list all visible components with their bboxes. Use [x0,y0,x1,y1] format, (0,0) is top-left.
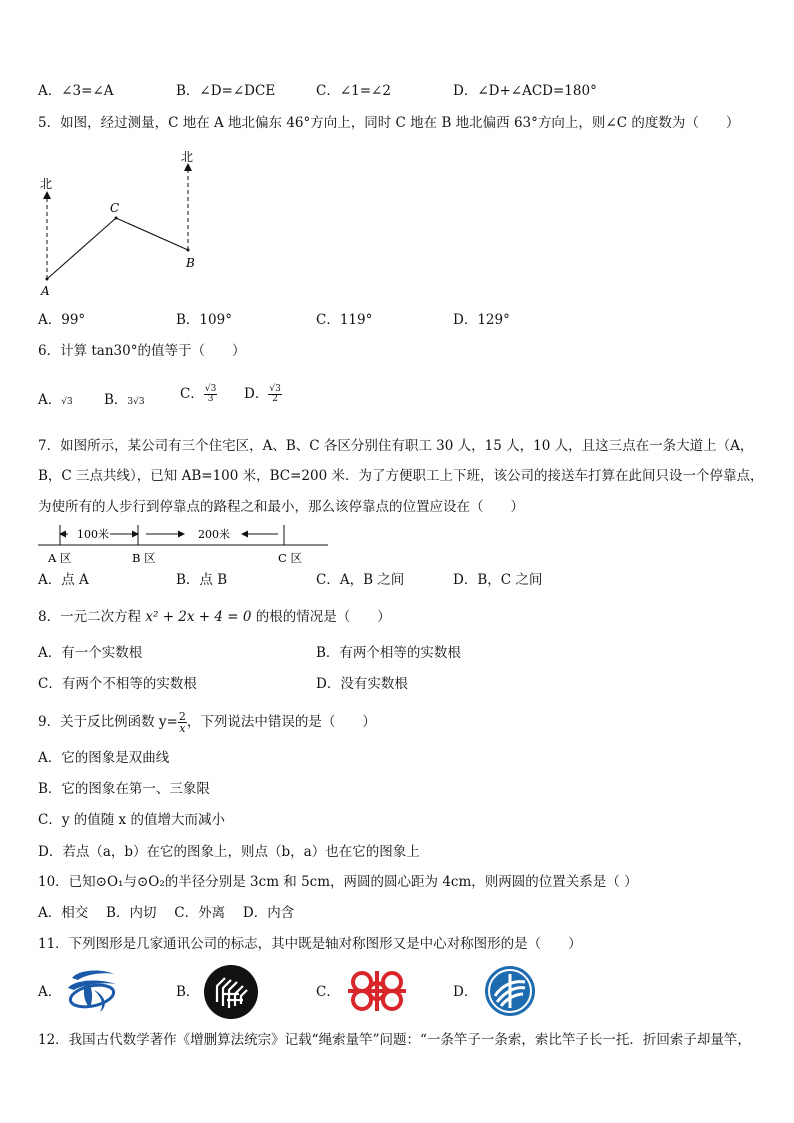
q5-option-b: B．109° [176,312,232,328]
q8-stem: 8．一元二次方程 x² + 2x + 4 = 0 的根的情况是（ ） [38,609,391,625]
q11-option-b: B． [176,984,200,1000]
q7-stem-line1: 7．如图所示，某公司有三个住宅区，A、B、C 各区分别住有职工 30 人，15 人，10 人，且这三点在一条大道上（A， [38,438,754,454]
q5-figure [34,145,214,300]
q11-stem: 11．下列图形是几家通讯公司的标志，其中既是轴对称图形又是中心对称图形的是（ ） [38,936,582,952]
q7-option-c: C．A，B 之间 [316,572,405,588]
q8-option-d: D．没有实数根 [316,676,408,692]
q4-option-a: A．∠3=∠A [38,83,114,99]
zone-b-label: B 区 [132,551,156,565]
telecom-logo-icon [64,966,120,1014]
q11-option-a: A． [38,984,62,1000]
q6-option-b: B．3√3 [104,392,145,408]
q6-option-d: D． $\frac{√3}{2}$ [244,384,281,404]
q8-equation: x² + 2x + 4 = 0 [145,609,252,625]
point-c-label: C [110,201,120,215]
q9-option-d: D．若点（a，b）在它的图象上，则点（b，a）也在它的图象上 [38,844,420,860]
q5-option-d: D．129° [453,312,510,328]
q6-option-c: C． $\frac{√3}{3}$ [180,384,217,404]
distance-ab: 100米 [77,528,109,541]
q4-option-d: D．∠D+∠ACD=180° [453,83,597,99]
point-a-label: A [41,284,50,298]
q7-option-b: B．点 B [176,572,228,588]
q9-option-a: A．它的图象是双曲线 [38,750,170,766]
q9-option-c: C．y 的值随 x 的值增大而减小 [38,812,225,828]
q5-stem: 5．如图，经过测量，C 地在 A 地北偏东 46°方向上，同时 C 地在 B 地北偏西 63°方向上，则∠C 的度数为（ ） [38,115,740,131]
q7-option-d: D．B，C 之间 [453,572,543,588]
q6-stem: 6．计算 tan30°的值等于（ ） [38,343,246,359]
q7-figure [38,520,338,570]
north-label-a: 北 [40,177,53,191]
q8-option-c: C．有两个不相等的实数根 [38,676,197,692]
q8-option-b: B．有两个相等的实数根 [316,645,461,661]
q7-stem-line2: B，C 三点共线），已知 AB=100 米，BC=200 米．为了方便职工上下班，该公司的接送车打算在此间只设一个停靠点， [38,468,764,484]
q11-option-d: D． [453,984,478,1000]
q4-option-b: B．∠D=∠DCE [176,83,276,99]
q6-option-a: A．√3 [38,392,73,408]
q9-option-b: B．它的图象在第一、三象限 [38,781,210,797]
zone-c-label: C 区 [278,551,302,565]
point-b-label: B [186,256,195,270]
q4-option-c: C．∠1=∠2 [316,83,391,99]
black-circle-logo-icon [203,964,259,1020]
q10-stem: 10．已知⊙O₁与⊙O₂的半径分别是 3cm 和 5cm，两圆的圆心距为 4cm，则两圆的位置关系是（ ） [38,874,638,890]
q11-option-c: C． [316,984,340,1000]
q7-option-a: A．点 A [38,572,89,588]
q5-option-c: C．119° [316,312,373,328]
mobile-logo-icon [483,964,537,1018]
q12-stem-line1: 12．我国古代数学著作《增删算法统宗》记载“绳索量竿”问题：“一条竿子一条索，索比竿子长一托．折回索子却量竿， [38,1032,751,1048]
q5-option-a: A．99° [38,312,86,328]
unicom-knot-logo-icon [342,966,412,1016]
q9-stem: 9．关于反比例函数 y= $\frac{2}{x}$ ，下列说法中错误的是（ ） [38,710,376,735]
distance-bc: 200米 [198,528,230,541]
zone-a-label: A 区 [48,551,72,565]
q8-option-a: A．有一个实数根 [38,645,143,661]
q10-options: A．相交 B．内切 C．外离 D．内含 [38,905,295,921]
north-label-b: 北 [181,150,194,164]
q7-stem-line3: 为使所有的人步行到停靠点的路程之和最小，那么该停靠点的位置应设在（ ） [38,499,524,515]
